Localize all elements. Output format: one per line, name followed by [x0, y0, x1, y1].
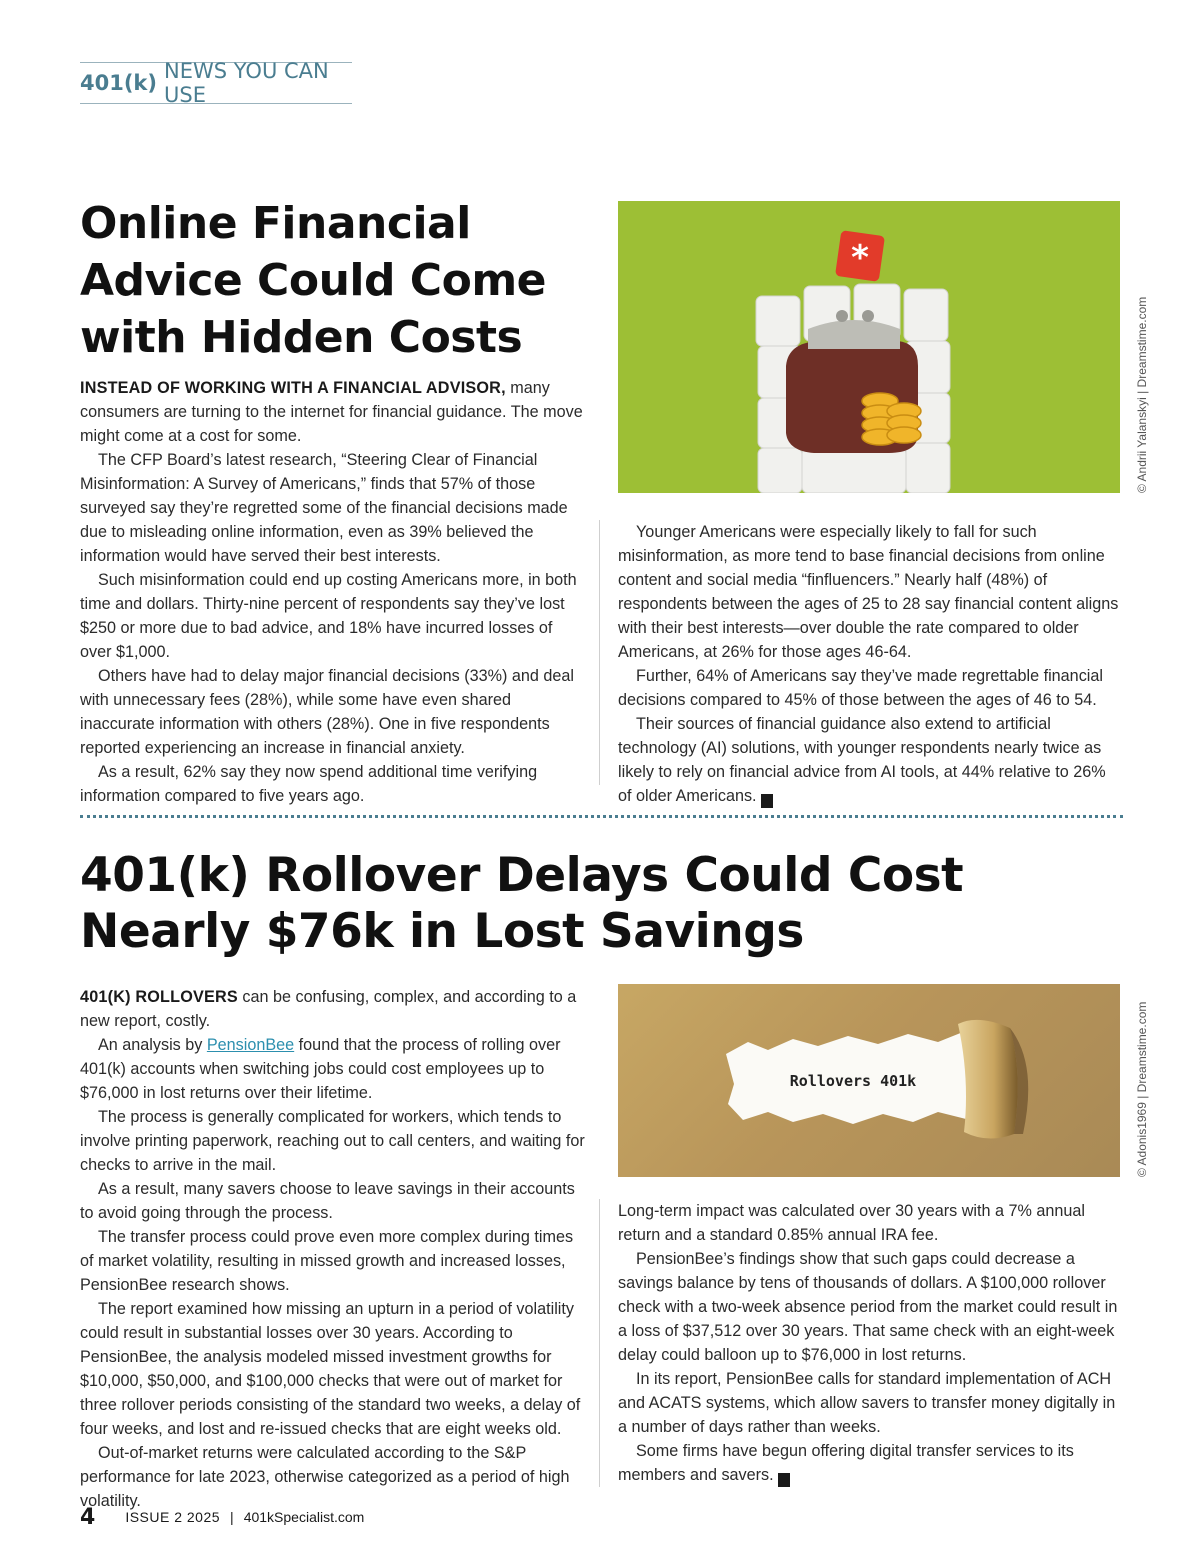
article2-paragraph — [618, 1439, 1123, 1487]
section-header — [80, 59, 352, 107]
site-url: 401kSpecialist.com — [243, 1509, 365, 1525]
article2-paragraph: Long-term impact was calculated over 30 years with a 7% annual return and a standard 0.85% annual IRA fee. — [618, 1202, 1085, 1244]
article2-paragraph — [80, 1033, 585, 1105]
svg-text:*: * — [851, 238, 869, 278]
article1-paragraph: Others have had to delay major financial decisions (33%) and deal with unnecessary fees (28%), while some have even shared inaccurate information with others (28%). One in five respondents reported experiencing an increase in financial anxiety. — [80, 667, 575, 757]
article2-lead-text: can be confusing, complex, and according to a new report, costly. — [80, 988, 577, 1030]
article1-paragraph: Further, 64% of Americans say they’ve made regrettable financial decisions compared to 45% of those between the ages of 46 to 54. — [618, 667, 1103, 709]
end-of-article-mark-icon: K — [778, 1473, 790, 1487]
article2-kicker: 401(K) ROLLOVERS — [80, 988, 238, 1006]
article2-column-left — [80, 985, 585, 1513]
column-divider — [599, 520, 600, 785]
article2-paragraph: The transfer process could prove even more complex during times of market volatility, resulting in missed growth and increased losses, PensionBee research shows. — [80, 1228, 574, 1294]
page-footer — [80, 1500, 364, 1534]
page-number: 4 — [80, 1504, 96, 1530]
article1-paragraph — [618, 712, 1123, 808]
article2-lead-paragraph — [80, 985, 585, 1033]
article1-paragraph: Younger Americans were especially likely to fall for such misinformation, as more tend to base financial decisions from online content and social media “finfluencers.” Nearly half (48%) of respondents between the ages of 25 to 28 say financial content aligns with their best interests—over double the rate compared to older Americans, at 26% for those ages 46-64. — [618, 523, 1119, 661]
article2-photo — [618, 984, 1120, 1177]
article2-text: An analysis by — [98, 1036, 207, 1054]
column-divider — [599, 1199, 600, 1487]
article1-lead-paragraph — [80, 376, 585, 448]
article2-paragraph: The report examined how missing an upturn in a period of volatility could result in substantial losses over 30 years. According to PensionBee, the analysis modeled missed investment growths for $10,000, $50,000, and $100,000 checks that were out of market for three rollover periods consisting of the standard two weeks, a delay of four weeks, and lost and re-issued checks that are eight weeks old. — [80, 1300, 581, 1438]
article1-column-right — [618, 520, 1123, 808]
article1-paragraph: The CFP Board’s latest research, “Steering Clear of Financial Misinformation: A Survey of Americans,” finds that 57% of those surveyed say they’re regretted some of the financial decisions made due to misleading online information, even as 39% believed the information would have served their best interests. — [80, 451, 568, 565]
end-of-article-mark-icon: K — [761, 794, 773, 808]
article1-photo-credit: © Andrii Yalanskyi | Dreamstime.com — [1135, 296, 1149, 493]
article2-text: found that the process of rolling over 401(k) accounts when switching jobs could cost employees up to $76,000 in lost returns over their lifetime. — [80, 1036, 561, 1102]
article2-paragraph: In its report, PensionBee calls for standard implementation of ACH and ACATS systems, which allow savers to transfer money digitally in a number of days rather than weeks. — [618, 1370, 1116, 1436]
pensionbee-link[interactable]: PensionBee — [206, 1036, 295, 1054]
article2-paragraph: PensionBee’s findings show that such gaps could decrease a savings balance by tens of thousands of dollars. A $100,000 rollover check with a two-week absence period from the market could result in a loss of $37,512 over 30 years. That same check with an eight-week delay could balloon up to $76,000 in lost returns. — [618, 1250, 1118, 1364]
article1-photo — [618, 201, 1120, 493]
torn-paper-text: Rollovers 401k — [789, 1072, 917, 1090]
article1-last-text: Their sources of financial guidance also extend to artificial technology (AI) solutions, with younger respondents nearly twice as likely to rely on financial advice from AI tools, at 44% relative to 26% of older Americans. — [618, 715, 1106, 805]
article1-kicker: INSTEAD OF WORKING WITH A FINANCIAL ADVISOR, — [80, 379, 506, 397]
article1-paragraph: Such misinformation could end up costing Americans more, in both time and dollars. Thirty-nine percent of respondents say they’ve lost $250 or more due to bad advice, and 18% have incurred losses of over $1,000. — [80, 571, 577, 661]
issue-label: ISSUE 2 2025 — [125, 1509, 221, 1525]
section-header-label: NEWS YOU CAN USE — [164, 59, 329, 107]
article2-column-right — [618, 1199, 1123, 1487]
article-separator — [80, 815, 1123, 818]
article2-paragraph: As a result, many savers choose to leave savings in their accounts to avoid going through the process. — [80, 1180, 575, 1222]
article1-paragraph: As a result, 62% say they now spend additional time verifying information compared to five years ago. — [80, 763, 538, 805]
footer-separator: | — [230, 1509, 234, 1525]
article2-photo-credit: © Adonis1969 | Dreamstime.com — [1135, 1001, 1149, 1177]
article1-lead-text: many consumers are turning to the internet for financial guidance. The move might come at a cost for some. — [80, 379, 583, 445]
section-header-strong: 401(k) — [80, 71, 157, 95]
wallet-blocks-illustration — [618, 201, 1120, 493]
article1-headline: Online Financial Advice Could Come with Hidden Costs — [80, 198, 547, 363]
article2-paragraph: The process is generally complicated for workers, which tends to involve printing paperwork, reaching out to call centers, and waiting for checks to arrive in the mail. — [80, 1108, 585, 1174]
article2-last-text: Some firms have begun offering digital transfer services to its members and savers. — [618, 1442, 1074, 1484]
article2-headline: 401(k) Rollover Delays Could Cost Nearly $76k in Lost Savings — [80, 848, 964, 959]
article2-paragraph: Out-of-market returns were calculated according to the S&P performance for late 2023, otherwise categorized as a period of high volatility. — [80, 1444, 570, 1510]
article1-column-left — [80, 376, 585, 808]
